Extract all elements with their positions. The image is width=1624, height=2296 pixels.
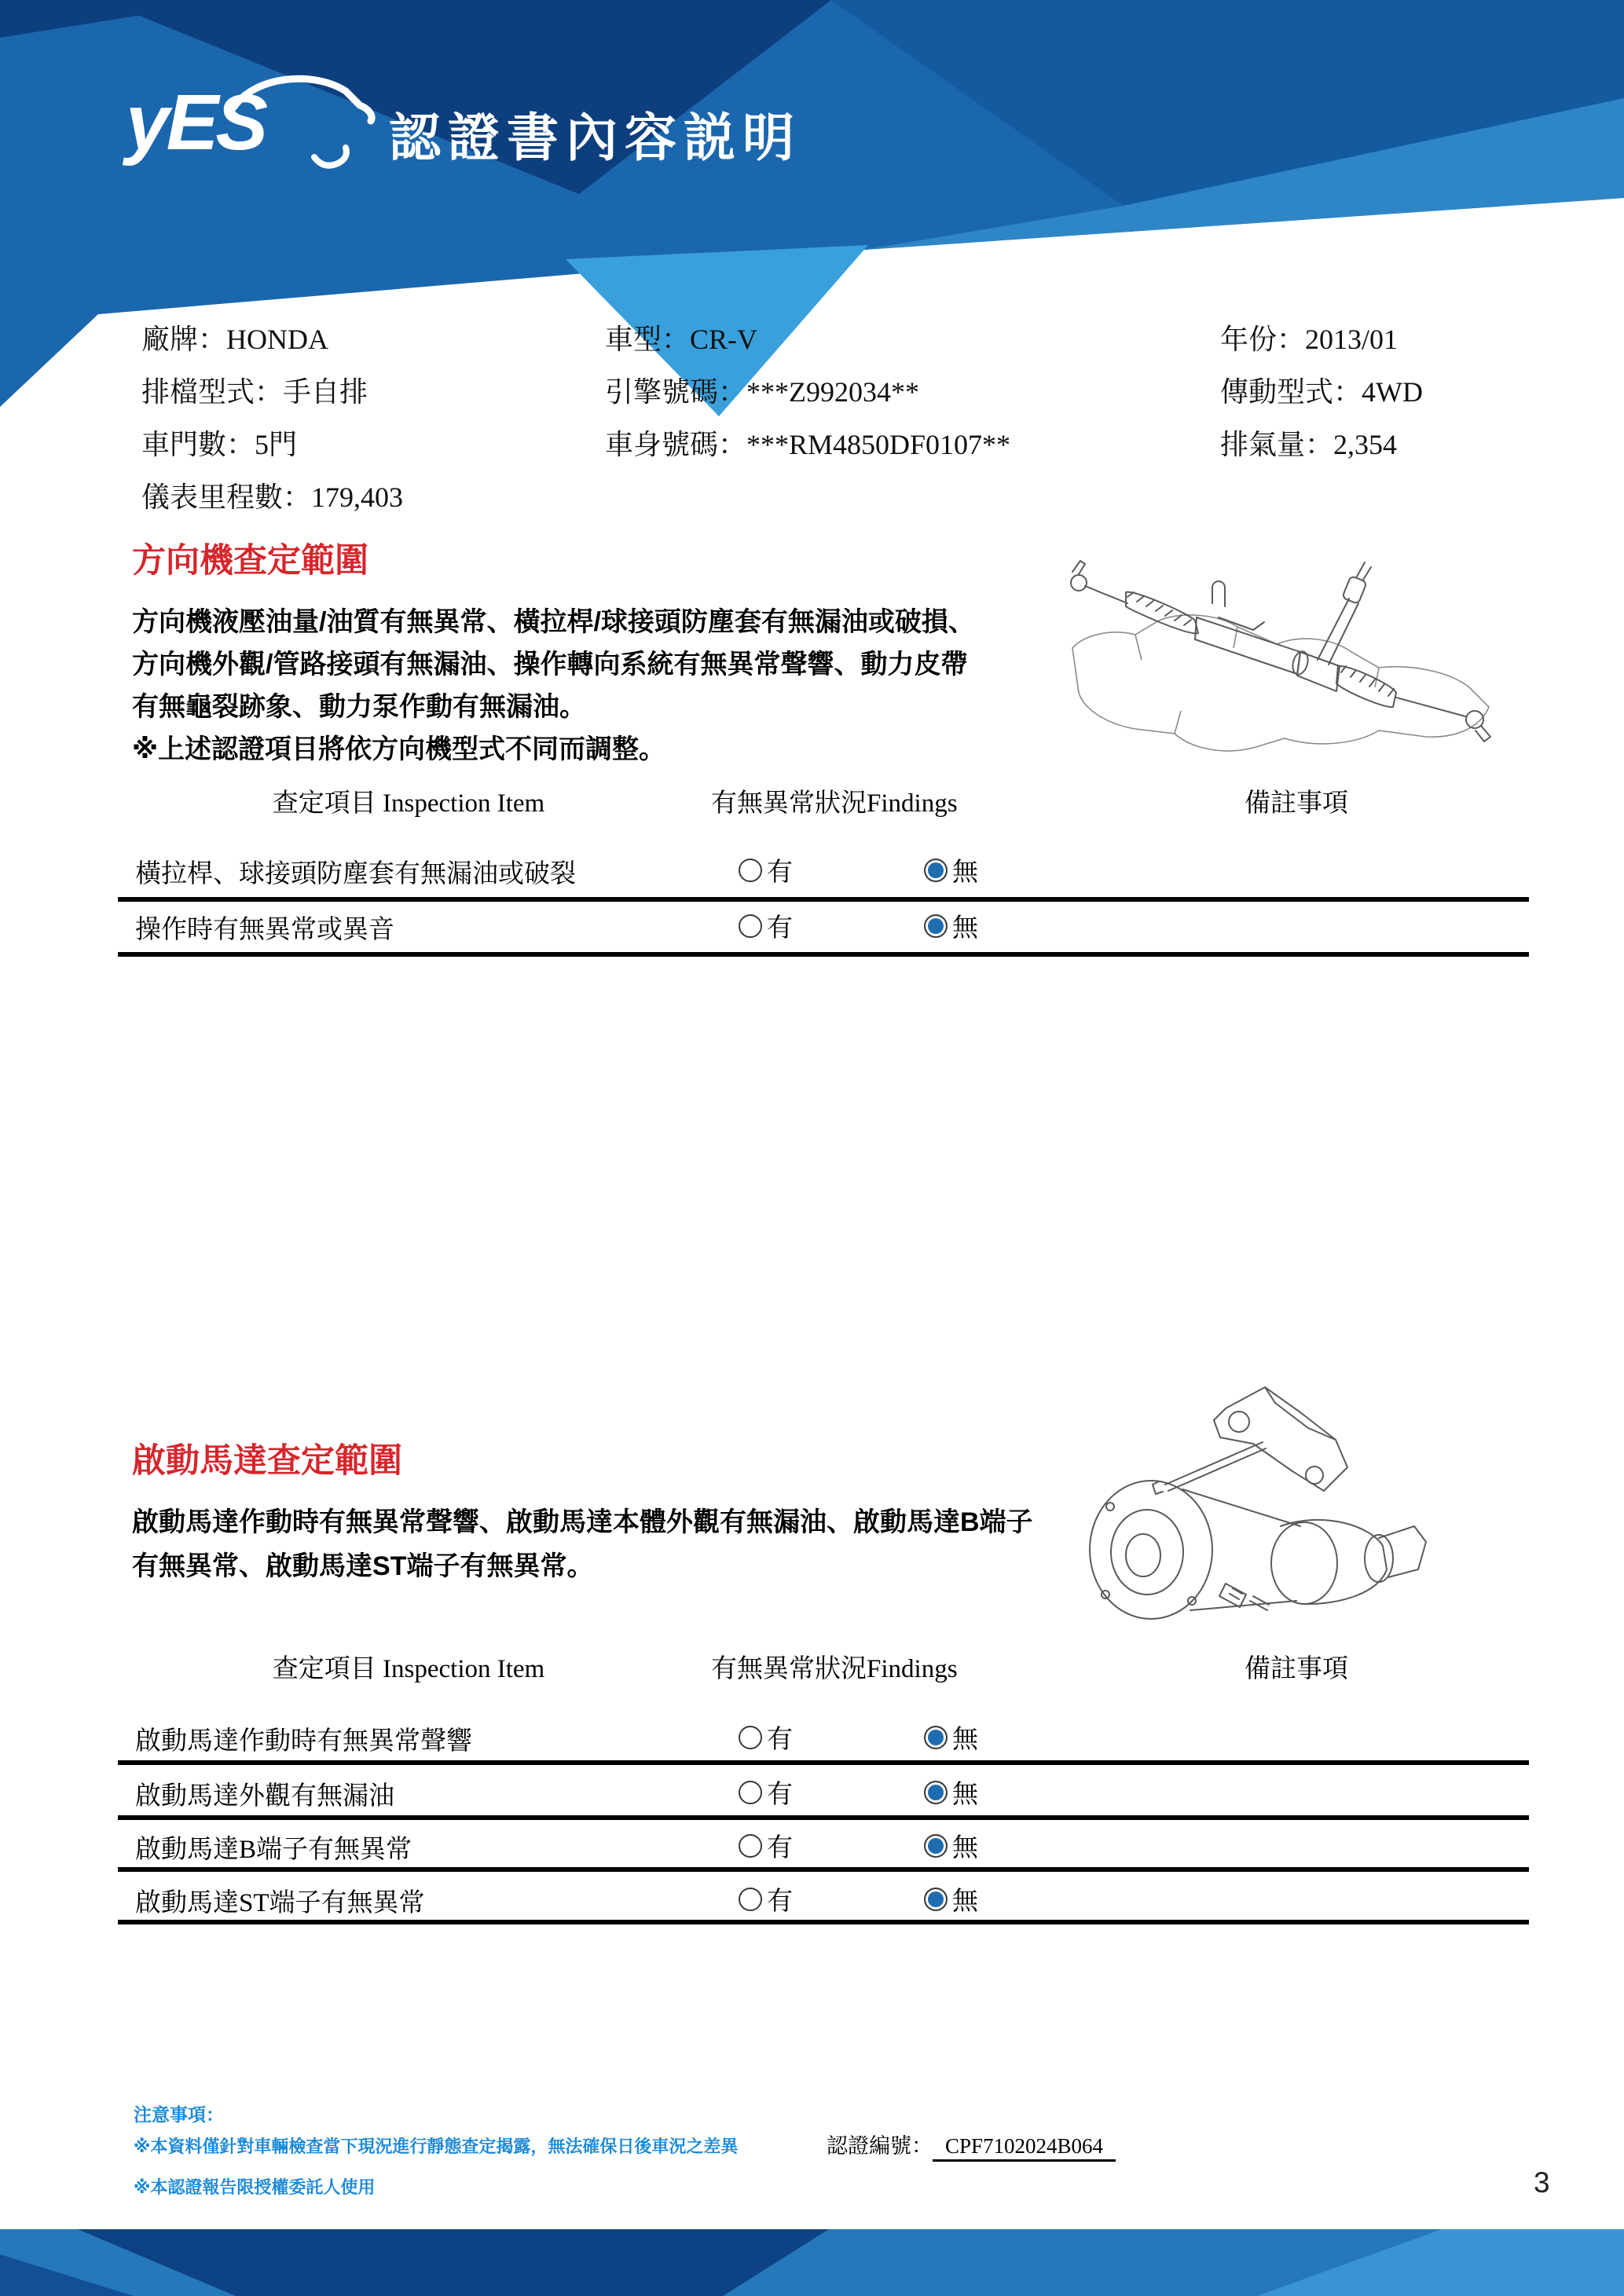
steering-row2-radio-yes[interactable] [739,907,793,944]
radio-circle[interactable] [924,1888,948,1911]
page-number: 3 [1534,2166,1550,2199]
vehicle-displacement: 排氣量：2,354 [1220,429,1398,460]
radio-circle[interactable] [924,914,948,938]
steering-row1-item: 橫拉桿、球接頭防塵套有無漏油或破裂 [135,860,576,888]
starter-col-findings: 有無異常狀況Findings [711,1655,958,1683]
vehicle-odometer: 儀表里程數：179,403 [141,482,404,513]
table-divider [118,897,1529,902]
radio-circle[interactable] [924,1781,948,1804]
radio-circle[interactable] [739,1726,762,1749]
radio-circle[interactable] [739,1888,762,1911]
radio-circle[interactable] [739,914,762,938]
radio-no-label: 無 [952,1781,978,1809]
vehicle-doors: 車門數：5門 [141,429,298,460]
certificate-number [827,2129,1116,2159]
starter-row2-item: 啟動馬達外觀有無漏油 [135,1782,394,1811]
radio-yes-label: 有 [767,1781,793,1809]
table-divider [118,1760,1529,1765]
radio-no-label: 無 [952,859,978,887]
radio-circle[interactable] [924,859,948,882]
radio-circle[interactable] [924,1834,948,1858]
starter-motor-illustration [1065,1365,1450,1628]
starter-row2-radio-no[interactable] [924,1774,978,1811]
radio-circle[interactable] [739,859,762,882]
table-divider [118,1920,1529,1924]
steering-desc-line4: ※上述認證項目將依方向機型式不同而調整。 [132,734,666,764]
steering-rack-illustration [1041,542,1524,762]
starter-row4-radio-no[interactable] [924,1880,978,1917]
steering-row1-radio-no[interactable] [924,851,978,888]
yes-logo-text: yES [126,79,266,167]
radio-yes-label: 有 [767,914,793,943]
starter-row4-radio-yes[interactable] [739,1880,793,1917]
starter-row2-radio-yes[interactable] [739,1774,793,1811]
starter-section-title: 啟動馬達查定範圍 [132,1442,402,1480]
starter-col-remark: 備註事項 [1245,1655,1348,1683]
vehicle-vin: 車身號碼：***RM4850DF0107** [605,429,1011,460]
radio-yes-label: 有 [767,1726,793,1754]
vehicle-model: 車型：CR-V [605,324,758,355]
vehicle-drivetrain: 傳動型式：4WD [1220,376,1423,408]
radio-no-label: 無 [952,1726,978,1754]
starter-row3-item: 啟動馬達B端子有無異常 [135,1836,412,1864]
starter-row4-item: 啟動馬達ST端子有無異常 [135,1889,425,1917]
certificate-number-value: CPF7102024B064 [933,2134,1116,2162]
steering-desc-line3: 有無龜裂跡象、動力泵作動有無漏油。 [132,692,586,722]
radio-circle[interactable] [739,1781,762,1804]
radio-no-label: 無 [952,1888,978,1916]
footer-banner-graphic [0,2229,1624,2296]
steering-row1-radio-yes[interactable] [739,851,793,888]
vehicle-make: 廠牌：HONDA [141,324,328,355]
table-divider [118,952,1529,957]
vehicle-engine-no: 引擎號碼：***Z992034** [605,376,919,408]
starter-row1-item: 啟動馬達作動時有無異常聲響 [135,1727,472,1756]
starter-row3-radio-no[interactable] [924,1827,978,1864]
starter-row1-radio-no[interactable] [924,1719,978,1756]
starter-col-item: 查定項目 Inspection Item [272,1655,545,1683]
notice-title: 注意事項： [134,2104,224,2125]
notice-line1: ※本資料僅針對車輛檢查當下現況進行靜態查定揭露，無法確保日後車況之差異 [134,2137,739,2156]
radio-yes-label: 有 [767,1834,793,1862]
starter-row3-radio-yes[interactable] [739,1827,793,1864]
starter-desc-line1: 啟動馬達作動時有無異常聲響、啟動馬達本體外觀有無漏油、啟動馬達B端子 [132,1507,1033,1537]
steering-col-item: 查定項目 Inspection Item [272,789,545,818]
radio-circle[interactable] [739,1834,762,1858]
car-outline-icon [220,69,393,179]
table-divider [118,1815,1529,1820]
steering-row2-radio-no[interactable] [924,907,978,944]
page-title: 認證書內容説明 [389,108,801,167]
steering-section-title: 方向機查定範圍 [132,542,368,580]
vehicle-transmission-type: 排檔型式：手自排 [141,376,368,408]
radio-no-label: 無 [952,1834,978,1862]
notice-line2: ※本認證報告限授權委託人使用 [134,2177,376,2197]
steering-desc-line1: 方向機液壓油量/油質有無異常、橫拉桿/球接頭防塵套有無漏油或破損、 [132,607,975,637]
vehicle-year: 年份：2013/01 [1220,324,1399,355]
starter-row1-radio-yes[interactable] [739,1719,793,1756]
radio-yes-label: 有 [767,859,793,887]
certificate-number-label: 認證編號： [827,2134,933,2158]
steering-row2-item: 操作時有無異常或異音 [135,916,394,944]
steering-col-findings: 有無異常狀況Findings [711,789,958,818]
radio-no-label: 無 [952,914,978,943]
starter-desc-line2: 有無異常、啟動馬達ST端子有無異常。 [132,1551,594,1581]
radio-yes-label: 有 [767,1888,793,1916]
radio-circle[interactable] [924,1726,948,1749]
yes-logo [126,69,385,179]
steering-col-remark: 備註事項 [1245,789,1348,818]
steering-desc-line2: 方向機外觀/管路接頭有無漏油、操作轉向系統有無異常聲響、動力皮帶 [132,650,968,679]
table-divider [118,1867,1529,1872]
